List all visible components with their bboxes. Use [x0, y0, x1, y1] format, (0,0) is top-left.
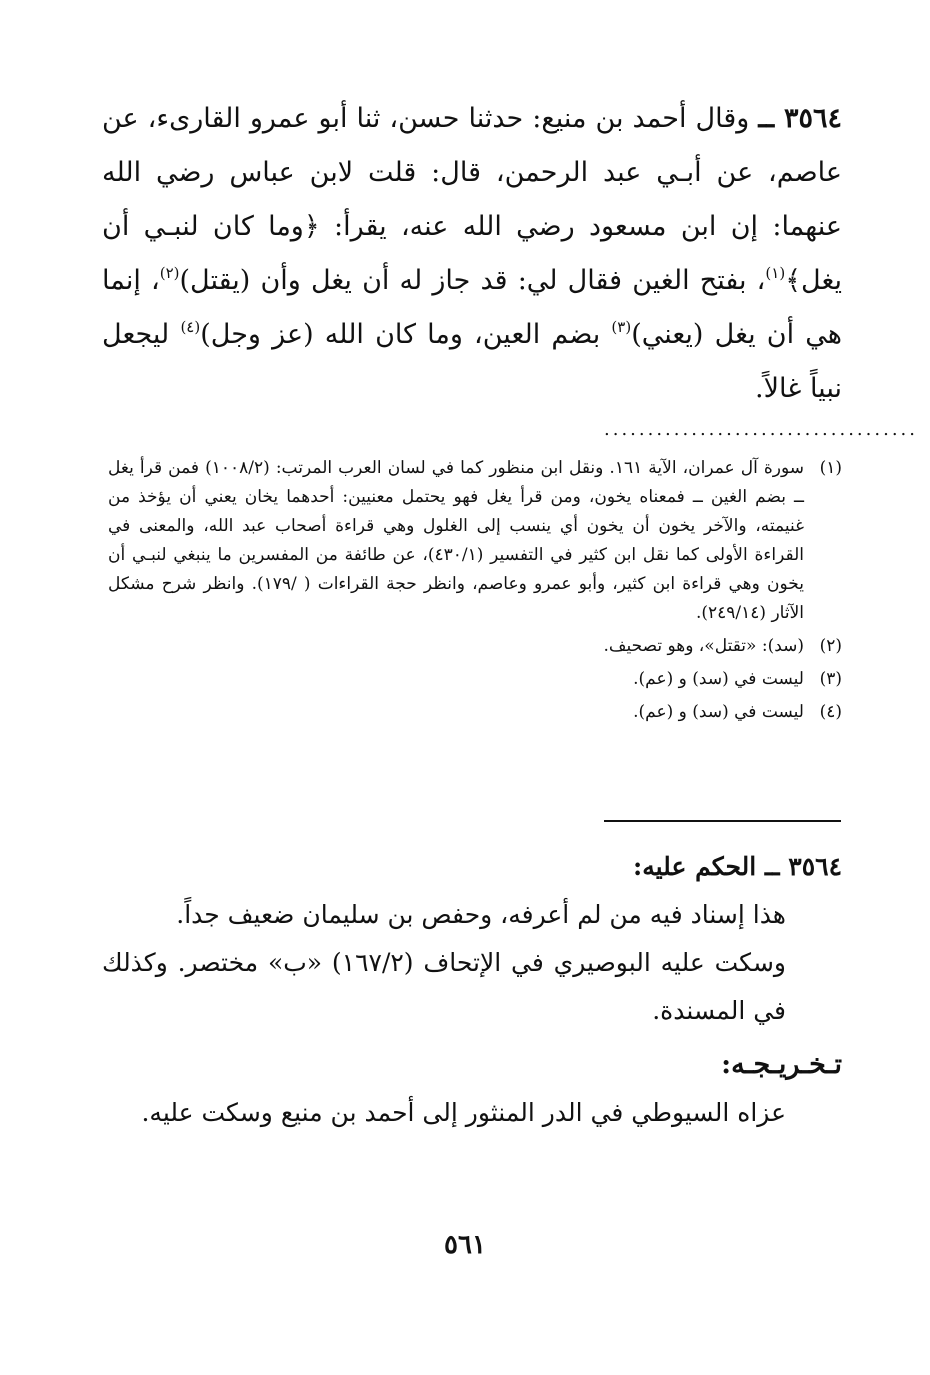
footnote-text: ليست في (سد) و (عم). — [633, 702, 804, 722]
footnote-number: (١) — [819, 458, 842, 478]
page-number: ٥٦١ — [444, 1230, 486, 1260]
footnote-text: ليست في (سد) و (عم). — [633, 669, 804, 689]
hadith-body — [102, 92, 842, 416]
hadith-text-part-4: بضم العين، وما كان الله (عز وجل) — [200, 319, 612, 350]
footnote-3 — [108, 665, 842, 694]
footnote-4 — [108, 698, 842, 727]
footnote-number: (٢) — [819, 636, 842, 656]
ruling-line-2: وسكت عليه البوصيري في الإتحاف (١٦٧/٢) «ب» مختصر. وكذلك في المسندة. — [102, 948, 786, 1025]
footnote-text: (سد): «تقتل»، وهو تصحيف. — [603, 636, 804, 656]
hadith-text-part-5: ليجعل نبياً غالاً. — [102, 319, 842, 404]
footnote-dotted-separator: .................................... — [604, 419, 918, 440]
footnote-2 — [108, 632, 842, 661]
ruling-line-1: هذا إسناد فيه من لم أعرفه، وحفص بن سليمان ضعيف جداً. — [176, 900, 786, 929]
footnote-ref-2[interactable]: (٢) — [159, 264, 180, 282]
footnote-ref-1[interactable]: (١) — [765, 264, 786, 282]
ruling-heading: ٣٥٦٤ ــ الحكم عليه: — [633, 852, 842, 881]
hadith-text-part-1: وقال أحمد بن منيع: حدثنا حسن، ثنا أبو عمرو القارىء، عن عاصم، عن أبـي عبد الرحمن، قال: قلت لابن عباس رضي الله عنهما: إن ابن مسعود رضي الله عنه، يقرأ: ﴿وما كان لنبـي أن يغل﴾ — [102, 103, 842, 296]
footnotes-section — [108, 454, 842, 731]
takhrij-heading: تـخـريـجـه: — [721, 1049, 842, 1080]
ruling-section — [102, 843, 842, 1137]
section-divider — [604, 820, 841, 822]
footnote-ref-4[interactable]: (٤) — [180, 318, 201, 336]
footnote-number: (٤) — [819, 702, 842, 722]
hadith-number: ٣٥٦٤ ــ — [758, 103, 842, 134]
footnote-number: (٣) — [819, 669, 842, 689]
footnote-ref-3[interactable]: (٣) — [611, 318, 632, 336]
hadith-paragraph — [102, 92, 842, 416]
takhrij-text: عزاه السيوطي في الدر المنثور إلى أحمد بن منيع وسكت عليه. — [141, 1098, 786, 1127]
footnote-1 — [108, 454, 842, 628]
footnote-text: سورة آل عمران، الآية ١٦١. ونقل ابن منظور كما في لسان العرب المرتب: (١٠٠٨/٢) فمن قرأ يغل ــ بضم الغين ــ فمعناه يخون، ومن قرأ يغل فهو يحتمل معنيين: أحدهما يخان يعني أن يؤخذ من غنيمته، والآخر يخون أن يخون أي ينسب إلى الغلول وهي قراءة أصحاب عبد الله، والمعنى في القراءة الأولى كما نقل ابن كثير في التفسير (٤٣٠/١)، عن طائفة من المفسرين ما ينبغي لنبـي أن يخون وهي قراءة ابن كثير، وأبو عمرو وعاصم، وانظر حجة القراءات ( /١٧٩). وانظر شرح مشكل الآثار (٢٤٩/١٤). — [108, 458, 805, 623]
hadith-text-part-3: ، إنما هي أن يغل (يعني) — [102, 265, 842, 350]
hadith-text-part-2: ، بفتح الغين فقال لي: قد جاز له أن يغل وأن (يقتل) — [179, 265, 766, 296]
